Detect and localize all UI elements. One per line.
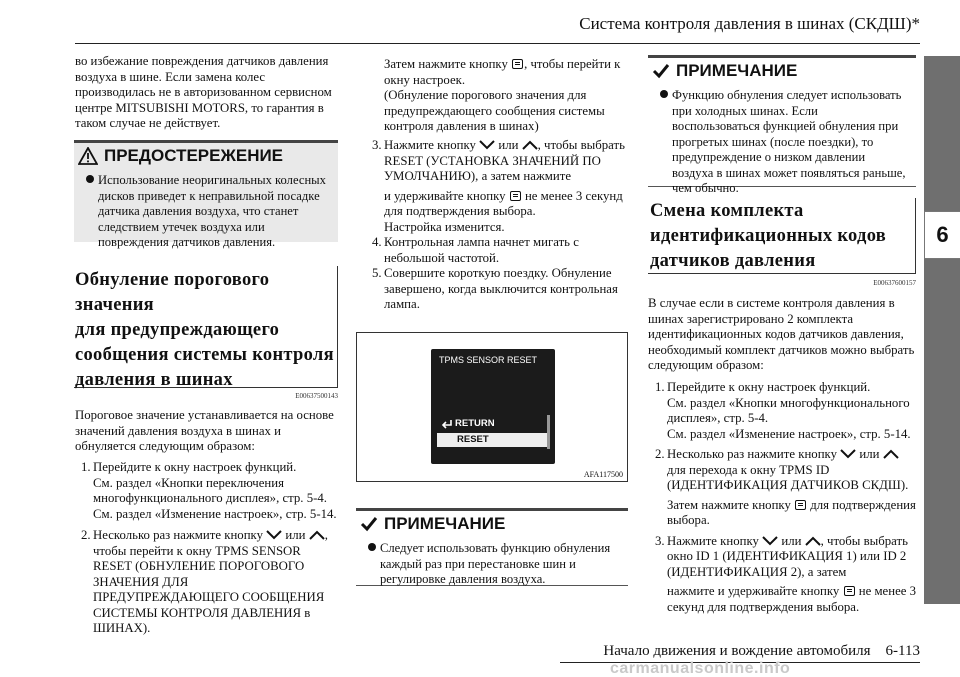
note-body	[356, 537, 628, 594]
screen-title: TPMS SENSOR RESET	[439, 355, 538, 365]
para-text: (Обнуление порогового значения для предупреждающего сообщения системы контроля давления в шинах)	[384, 88, 605, 133]
step-text: См. раздел «Кнопки переключения многофункционального дисплея», стр. 5-4.	[93, 475, 327, 505]
step-text: , чтобы выбрать окно ID 1 (ИДЕНТИФИКАЦИЯ 1) или ID 2 (ИДЕНТИФИКАЦИЯ 2), а затем	[667, 533, 908, 579]
step-text: для перехода к окну TPMS ID (ИДЕНТИФИКАЦИЯ ДАТЧИКОВ СКДШ).	[667, 462, 909, 492]
note-box-col3	[648, 55, 916, 195]
step-text: для подтверждения выбора.	[667, 497, 916, 527]
note-check-icon	[360, 516, 378, 532]
note-box-col2	[356, 508, 628, 586]
warning-title: ПРЕДОСТЕРЕЖЕНИЕ	[104, 146, 284, 165]
display-screen	[431, 349, 555, 464]
step-num: 4.	[372, 235, 382, 249]
step-text: Перейдите к окну настроек функций.	[93, 460, 297, 474]
col2-steps	[372, 138, 629, 313]
step-text: Нажмите кнопку	[384, 138, 476, 152]
step-text: См. раздел «Изменение настроек», стр. 5-14.	[667, 426, 911, 441]
screen-reset-label: RESET	[457, 434, 489, 445]
step-num: 5.	[372, 266, 382, 280]
section-title-line3: для предупреждающего	[75, 320, 280, 340]
step-text: Перейдите к окну настроек функций.	[667, 380, 871, 394]
warning-triangle-icon	[78, 147, 98, 165]
step-text: или	[285, 528, 306, 542]
step-text: , чтобы выбрать RESET (УСТАНОВКА ЗНАЧЕНИЙ ПО УМОЛЧАНИЮ), а затем нажмите	[384, 138, 625, 183]
col2-para	[384, 57, 629, 135]
chevron-up-icon	[883, 449, 899, 459]
step-num: 3.	[655, 533, 665, 548]
screen-return-row	[437, 417, 547, 431]
page-footer: Начало движения и вождение автомобиля 6-113	[603, 643, 920, 659]
step-text: не менее 3 секунд для подтверждения выбора.	[667, 584, 917, 614]
section-title-line4: сообщения системы контроля	[75, 345, 334, 365]
col1-steps	[81, 460, 337, 637]
step-text: Совершите короткую поездку. Обнуление завершено, когда выключится контрольная лампа.	[384, 266, 618, 311]
step-num: 3.	[372, 138, 382, 152]
step-5	[372, 266, 629, 313]
step-2	[81, 528, 337, 637]
section-title-line3: датчиков давления	[650, 251, 816, 271]
step-3	[655, 534, 917, 616]
note-header	[356, 511, 628, 537]
step-text: Нажмите кнопку	[667, 533, 759, 548]
bullet-icon	[86, 175, 94, 183]
step-1	[81, 460, 337, 522]
chevron-up-icon	[309, 530, 325, 540]
section-title-line1: Обнуление порогового	[75, 270, 270, 290]
note-text: Следует использовать функцию обнуления каждый раз при перестановке шин и регулировке давления воздуха.	[380, 541, 611, 586]
note-header	[648, 58, 916, 84]
step-2	[655, 447, 917, 529]
screen-return-label: RETURN	[455, 418, 495, 429]
chevron-down-icon	[840, 449, 856, 459]
watermark-text: carmanualsonline.info	[610, 660, 791, 677]
note-check-icon	[652, 63, 670, 79]
menu-button-icon	[510, 191, 521, 201]
warning-body	[74, 169, 338, 257]
chevron-down-icon	[479, 140, 495, 150]
step-num: 1.	[81, 460, 91, 474]
step-text: Настройка изменится.	[384, 219, 505, 234]
step-text: или	[498, 138, 519, 152]
warning-box	[74, 140, 338, 249]
screen-scrollbar	[547, 415, 550, 449]
note-body	[648, 84, 916, 203]
figure-code: AFA117500	[583, 470, 623, 479]
step-text: Затем нажмите кнопку	[667, 497, 791, 512]
section-code: E00637600157	[873, 279, 916, 287]
section-change-id	[648, 198, 916, 274]
step-text: Несколько раз нажмите кнопку	[667, 447, 837, 461]
chapter-number: 6	[924, 211, 960, 259]
bullet-icon	[368, 543, 376, 551]
col1-body: Пороговое значение устанавливается на основе значений давления воздуха в шинах и обнуляется следующим образом:	[75, 408, 334, 453]
step-text: См. раздел «Кнопки многофункционального дисплея», стр. 5-4.	[667, 395, 910, 425]
para-text: , чтобы перейти к окну настроек.	[384, 57, 621, 87]
step-1	[655, 380, 917, 442]
warning-text: Использование неоригинальных колесных дисков приведет к неправильной посадке датчика давления воздуха, что станет следствием утечек воздуха или повреждения датчиков давления.	[98, 173, 326, 249]
step-text: или	[781, 533, 802, 548]
step-text: , чтобы перейти к окну TPMS SENSOR RESET (ОБНУЛЕНИЕ ПОРОГОВОГО ЗНАЧЕНИЯ ДЛЯ ПРЕДУПРЕЖДАЮЩЕГО СООБЩЕНИЯ СИСТЕМЫ КОНТРОЛЯ ДАВЛЕНИЯ в ШИНАХ).	[93, 528, 328, 635]
warning-header	[74, 143, 338, 169]
para-text: Затем нажмите кнопку	[384, 57, 508, 71]
section-title-line1: Смена комплекта	[650, 201, 804, 221]
note-title: ПРИМЕЧАНИЕ	[676, 61, 798, 80]
step-num: 2.	[81, 528, 91, 542]
chevron-down-icon	[266, 530, 282, 540]
chapter-side-tab	[924, 56, 960, 604]
chevron-up-icon	[805, 536, 821, 546]
step-text: Контрольная лампа начнет мигать с небольшой частотой.	[384, 235, 579, 265]
page-header-title: Система контроля давления в шинах (СКДШ)*	[579, 14, 920, 33]
menu-button-icon	[844, 586, 855, 596]
chevron-down-icon	[762, 536, 778, 546]
step-text: Несколько раз нажмите кнопку	[93, 528, 263, 542]
section-title-line5: давления в шинах	[75, 370, 233, 390]
step-text: нажмите и удерживайте кнопку	[667, 584, 840, 598]
chevron-up-icon	[522, 140, 538, 150]
section-reset-threshold	[74, 266, 338, 388]
step-text: См. раздел «Изменение настроек», стр. 5-14.	[93, 506, 337, 521]
bullet-icon	[660, 90, 668, 98]
section-title-line2: значения	[75, 295, 154, 315]
step-text: не менее 3 секунд для подтверждения выбора.	[384, 188, 623, 218]
step-4	[372, 235, 629, 266]
step-num: 1.	[655, 380, 665, 394]
return-arrow-icon	[441, 419, 453, 429]
menu-button-icon	[795, 500, 806, 510]
col3-body: В случае если в системе контроля давления в шинах зарегистрировано 2 комплекта идентификационных кодов датчиков давления, необходимый комплект датчиков можно выбрать следующим образом:	[648, 296, 915, 372]
col1-intro: во избежание повреждения датчиков давления воздуха в шине. Если замена колес производилась не в авторизованном сервисном центре MITSUBISHI MOTORS, то гарантия в таком случае не действует.	[75, 54, 332, 130]
header-rule	[75, 43, 920, 44]
step-text: или	[859, 447, 880, 461]
note-text: Функцию обнуления следует использовать при холодных шинах. Если воспользоваться функцией обнуления при прогретых шинах (после поездки), то предупреждение о низком давлении воздуха в шинах может появляться раньше, чем обычно.	[672, 88, 906, 195]
step-3	[372, 138, 629, 235]
note-title: ПРИМЕЧАНИЕ	[384, 514, 506, 533]
step-num: 2.	[655, 447, 665, 461]
screen-reset-row	[437, 433, 547, 447]
step-text: и удерживайте кнопку	[384, 188, 506, 203]
section-title-line2: идентификационных кодов	[650, 226, 887, 246]
col3-steps	[655, 380, 917, 615]
menu-button-icon	[512, 59, 523, 69]
section-code: E00637500143	[295, 392, 338, 400]
display-figure	[356, 332, 628, 482]
